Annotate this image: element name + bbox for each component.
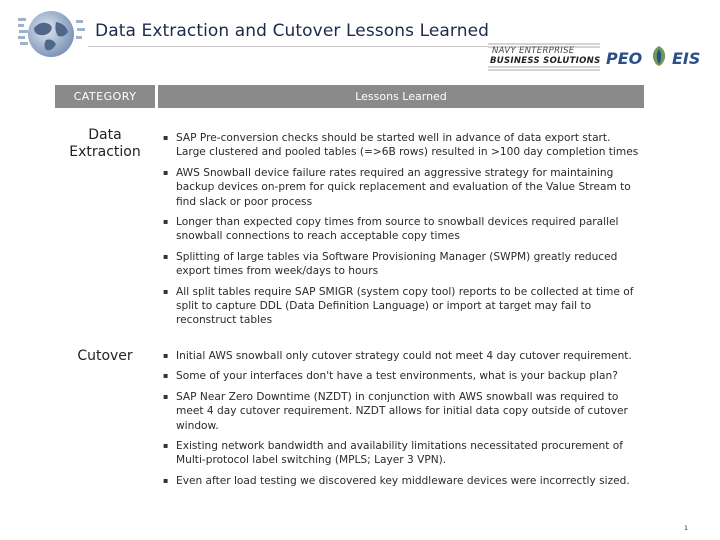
globe-logo-icon bbox=[16, 8, 86, 60]
brand-peo-text: PEO bbox=[606, 49, 643, 68]
brand-business-text: BUSINESS SOLUTIONS bbox=[490, 56, 601, 66]
page-number: 1 bbox=[684, 525, 688, 532]
list-item: ▪ Even after load testing we discovered key middleware devices were incorrectly sized. bbox=[163, 474, 641, 488]
brand-eis-text: EIS bbox=[672, 49, 701, 68]
list-item: ▪ Splitting of large tables via Software Provisioning Manager (SWPM) greatly reduced export times from week/days to hours bbox=[163, 250, 641, 279]
category-column-header: CATEGORY bbox=[55, 85, 155, 108]
title-divider bbox=[88, 46, 488, 47]
list-item: ▪ Initial AWS snowball only cutover strategy could not meet 4 day cutover requirement. bbox=[163, 349, 641, 363]
list-item: ▪ Longer than expected copy times from source to snowball devices required parallel snowball connections to reach acceptable copy times bbox=[163, 215, 641, 244]
data-extraction-list bbox=[163, 131, 641, 334]
page-title: Data Extraction and Cutover Lessons Learned bbox=[95, 21, 490, 41]
list-item: ▪ Some of your interfaces don't have a test environments, what is your backup plan? bbox=[163, 369, 641, 383]
list-item: ▪ AWS Snowball device failure rates required an aggressive strategy for maintaining backup devices on-prem for quick replacement and evaluation of the Value Stream to find slack or poor process bbox=[163, 166, 641, 209]
eis-emblem-icon bbox=[648, 44, 670, 68]
category-data-extraction: Data Extraction bbox=[69, 127, 141, 160]
category-cutover: Cutover bbox=[77, 348, 133, 364]
list-item: ▪ Existing network bandwidth and availability limitations necessitated procurement of Multi-protocol label switching (MPLS; Layer 3 VPN). bbox=[163, 439, 641, 468]
list-item: ▪ SAP Pre-conversion checks should be started well in advance of data export start. Large clustered and pooled tables (=>6B rows) resulted in >100 day completion times bbox=[163, 131, 641, 160]
brand-navy-text: NAVY ENTERPRISE bbox=[492, 46, 575, 56]
list-item: ▪ SAP Near Zero Downtime (NZDT) in conjunction with AWS snowball was required to meet 4 day cutover requirement. NZDT allows for initial data copy outside of cutover window. bbox=[163, 390, 641, 433]
lessons-column-header: Lessons Learned bbox=[158, 85, 644, 108]
list-item: ▪ All split tables require SAP SMIGR (system copy tool) reports to be collected at time of split to capture DDL (Data Definition Language) or import at target may fail to reconstruct tables bbox=[163, 285, 641, 328]
cutover-list bbox=[163, 349, 641, 494]
